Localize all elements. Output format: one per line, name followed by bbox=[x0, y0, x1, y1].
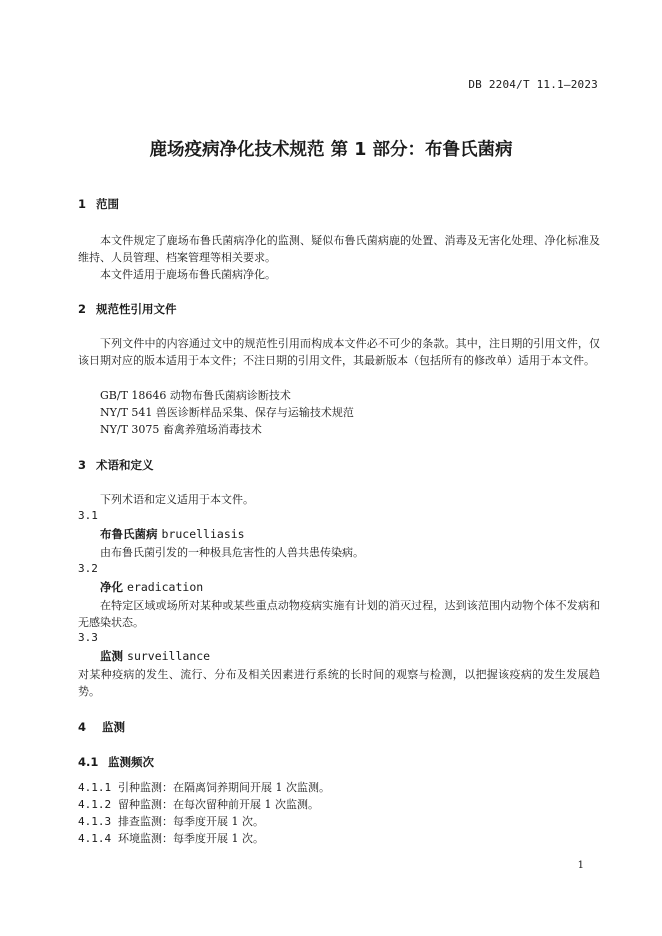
section-3-intro: 下列术语和定义适用于本文件。 bbox=[100, 493, 254, 506]
clause-number: 4.1.2 bbox=[78, 798, 112, 811]
term-english: brucelliasis bbox=[161, 527, 245, 541]
section-number: 3 bbox=[78, 458, 87, 472]
section-title: 监测 bbox=[102, 720, 125, 734]
reference-item: GB/T 18646 动物布鲁氏菌病诊断技术 bbox=[100, 389, 291, 402]
term-chinese: 监测 bbox=[100, 649, 123, 663]
clause-text: 排查监测：每季度开展 1 次。 bbox=[118, 815, 264, 828]
subsection-title: 监测频次 bbox=[108, 755, 154, 769]
term-chinese: 布鲁氏菌病 bbox=[100, 527, 158, 541]
term-number: 3.1 bbox=[78, 509, 98, 522]
term-heading bbox=[100, 579, 203, 595]
section-title: 范围 bbox=[96, 197, 119, 211]
reference-item: NY/T 541 兽医诊断样品采集、保存与运输技术规范 bbox=[100, 406, 354, 419]
term-definition: 对某种疫病的发生、流行、分布及相关因素进行系统的长时间的观察与检测，以把握该疫病的发生发展趋势。 bbox=[78, 668, 600, 698]
section-4-heading bbox=[78, 719, 125, 735]
term-heading bbox=[100, 526, 245, 542]
term-definition: 由布鲁氏菌引发的一种极具危害性的人兽共患传染病。 bbox=[100, 546, 364, 559]
section-2-intro: 下列文件中的内容通过文中的规范性引用而构成本文件必不可少的条款。其中，注日期的引用文件，仅该日期对应的版本适用于本文件；不注日期的引用文件，其最新版本（包括所有的修改单）适用于本文件。 bbox=[78, 337, 600, 367]
section-title: 规范性引用文件 bbox=[96, 302, 177, 316]
clause-item bbox=[78, 813, 264, 831]
term-heading bbox=[100, 648, 210, 664]
section-number: 1 bbox=[78, 197, 87, 211]
clause-text: 留种监测：在每次留种前开展 1 次监测。 bbox=[118, 798, 319, 811]
document-code: DB 2204/T 11.1—2023 bbox=[468, 78, 598, 91]
clause-text: 环境监测：每季度开展 1 次。 bbox=[118, 832, 264, 845]
clause-number: 4.1.1 bbox=[78, 781, 112, 794]
section-2-heading bbox=[78, 301, 177, 317]
subsection-number: 4.1 bbox=[78, 755, 99, 769]
term-number: 3.2 bbox=[78, 562, 98, 575]
clause-item bbox=[78, 796, 319, 814]
subsection-4-1-heading bbox=[78, 754, 154, 770]
section-title: 术语和定义 bbox=[96, 458, 154, 472]
clause-number: 4.1.4 bbox=[78, 832, 112, 845]
term-english: surveillance bbox=[127, 649, 211, 663]
page-number: 1 bbox=[577, 860, 584, 871]
term-chinese: 净化 bbox=[100, 580, 123, 594]
section-3-heading bbox=[78, 457, 154, 473]
term-english: eradication bbox=[127, 580, 204, 594]
term-number: 3.3 bbox=[78, 631, 98, 644]
clause-item bbox=[78, 830, 264, 848]
section-1-paragraph-2: 本文件适用于鹿场布鲁氏菌病净化。 bbox=[100, 268, 276, 281]
clause-number: 4.1.3 bbox=[78, 815, 112, 828]
section-1-heading bbox=[78, 196, 119, 212]
clause-item bbox=[78, 779, 330, 797]
section-number: 2 bbox=[78, 302, 87, 316]
section-number: 4 bbox=[78, 720, 87, 734]
term-definition: 在特定区域或场所对某种或某些重点动物疫病实施有计划的消灭过程，达到该范围内动物个体不发病和无感染状态。 bbox=[78, 599, 600, 629]
clause-text: 引种监测：在隔离饲养期间开展 1 次监测。 bbox=[118, 781, 330, 794]
reference-item: NY/T 3075 畜禽养殖场消毒技术 bbox=[100, 423, 262, 436]
section-1-paragraph-1: 本文件规定了鹿场布鲁氏菌病净化的监测、疑似布鲁氏菌病鹿的处置、消毒及无害化处理、净化标准及维持、人员管理、档案管理等相关要求。 bbox=[78, 234, 600, 264]
document-title: 鹿场疫病净化技术规范 第 1 部分：布鲁氏菌病 bbox=[149, 140, 513, 160]
